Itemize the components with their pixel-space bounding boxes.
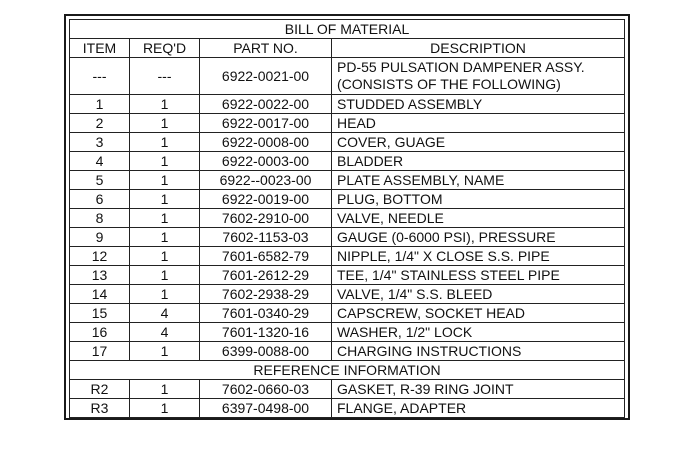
cell-item: 8 [70, 209, 130, 228]
cell-description: COVER, GUAGE [332, 133, 625, 152]
cell-reqd: 1 [130, 285, 200, 304]
cell-part-no: 7601-1320-16 [200, 323, 332, 342]
reference-row [70, 380, 625, 399]
cell-item: 16 [70, 323, 130, 342]
cell-description: CHARGING INSTRUCTIONS [332, 342, 625, 361]
table-row [70, 304, 625, 323]
cell-description: BLADDER [332, 152, 625, 171]
table-row [70, 266, 625, 285]
cell-reqd: 4 [130, 304, 200, 323]
assembly-row [70, 58, 625, 95]
cell-description: STUDDED ASSEMBLY [332, 95, 625, 114]
cell-reqd: 1 [130, 152, 200, 171]
cell-part-no: 6922-0019-00 [200, 190, 332, 209]
cell-reqd: 1 [130, 114, 200, 133]
cell-part-no: 7601-2612-29 [200, 266, 332, 285]
cell-item: R3 [70, 399, 130, 418]
cell-item: 3 [70, 133, 130, 152]
cell-item: 14 [70, 285, 130, 304]
table-row [70, 152, 625, 171]
table-title: BILL OF MATERIAL [70, 20, 625, 39]
reference-title-row [70, 361, 625, 380]
cell-part-no: 6922-0003-00 [200, 152, 332, 171]
bill-of-material-frame [64, 14, 630, 420]
cell-item: 13 [70, 266, 130, 285]
assembly-description-line1: PD-55 PULSATION DAMPENER ASSY. [337, 59, 585, 75]
header-description: DESCRIPTION [332, 39, 625, 58]
table-row [70, 114, 625, 133]
cell-part-no: 7602-2910-00 [200, 209, 332, 228]
header-part-no: PART NO. [200, 39, 332, 58]
cell-part-no: 6399-0088-00 [200, 342, 332, 361]
cell-part-no: 6922-0008-00 [200, 133, 332, 152]
reference-row [70, 399, 625, 418]
reference-title: REFERENCE INFORMATION [70, 361, 625, 380]
cell-description: WASHER, 1/2" LOCK [332, 323, 625, 342]
cell-description: FLANGE, ADAPTER [332, 399, 625, 418]
cell-item: 2 [70, 114, 130, 133]
cell-description: TEE, 1/4" STAINLESS STEEL PIPE [332, 266, 625, 285]
cell-reqd: 4 [130, 323, 200, 342]
header-reqd: REQ'D [130, 39, 200, 58]
cell-description: GASKET, R-39 RING JOINT [332, 380, 625, 399]
cell-reqd: 1 [130, 95, 200, 114]
cell-item: 4 [70, 152, 130, 171]
cell-item: 9 [70, 228, 130, 247]
table-row [70, 247, 625, 266]
cell-description: HEAD [332, 114, 625, 133]
cell-reqd: 1 [130, 171, 200, 190]
cell-description: CAPSCREW, SOCKET HEAD [332, 304, 625, 323]
cell-part-no: 6922-0017-00 [200, 114, 332, 133]
assembly-reqd: --- [130, 58, 200, 95]
cell-description: PLATE ASSEMBLY, NAME [332, 171, 625, 190]
cell-part-no: 7602-0660-03 [200, 380, 332, 399]
cell-item: 17 [70, 342, 130, 361]
cell-part-no: 7602-2938-29 [200, 285, 332, 304]
cell-item: R2 [70, 380, 130, 399]
table-row [70, 95, 625, 114]
cell-part-no: 6922-0022-00 [200, 95, 332, 114]
cell-description: PLUG, BOTTOM [332, 190, 625, 209]
cell-part-no: 6922--0023-00 [200, 171, 332, 190]
cell-item: 15 [70, 304, 130, 323]
cell-item: 6 [70, 190, 130, 209]
cell-description: NIPPLE, 1/4" X CLOSE S.S. PIPE [332, 247, 625, 266]
bill-of-material-table [69, 19, 625, 418]
assembly-description-line2: (CONSISTS OF THE FOLLOWING) [337, 76, 561, 92]
header-item: ITEM [70, 39, 130, 58]
table-row [70, 228, 625, 247]
cell-description: GAUGE (0-6000 PSI), PRESSURE [332, 228, 625, 247]
cell-reqd: 1 [130, 342, 200, 361]
cell-reqd: 1 [130, 399, 200, 418]
table-row [70, 323, 625, 342]
cell-item: 5 [70, 171, 130, 190]
cell-part-no: 7601-0340-29 [200, 304, 332, 323]
table-row [70, 190, 625, 209]
cell-reqd: 1 [130, 133, 200, 152]
cell-reqd: 1 [130, 247, 200, 266]
cell-item: 1 [70, 95, 130, 114]
cell-description: VALVE, 1/4" S.S. BLEED [332, 285, 625, 304]
cell-part-no: 7602-1153-03 [200, 228, 332, 247]
assembly-description [332, 58, 625, 95]
table-row [70, 133, 625, 152]
cell-reqd: 1 [130, 209, 200, 228]
table-row [70, 171, 625, 190]
table-row [70, 285, 625, 304]
cell-reqd: 1 [130, 266, 200, 285]
cell-reqd: 1 [130, 380, 200, 399]
table-row [70, 209, 625, 228]
table-title-row [70, 20, 625, 39]
assembly-part-no: 6922-0021-00 [200, 58, 332, 95]
cell-item: 12 [70, 247, 130, 266]
cell-part-no: 7601-6582-79 [200, 247, 332, 266]
cell-reqd: 1 [130, 190, 200, 209]
cell-reqd: 1 [130, 228, 200, 247]
assembly-item: --- [70, 58, 130, 95]
cell-description: VALVE, NEEDLE [332, 209, 625, 228]
table-row [70, 342, 625, 361]
header-row [70, 39, 625, 58]
cell-part-no: 6397-0498-00 [200, 399, 332, 418]
